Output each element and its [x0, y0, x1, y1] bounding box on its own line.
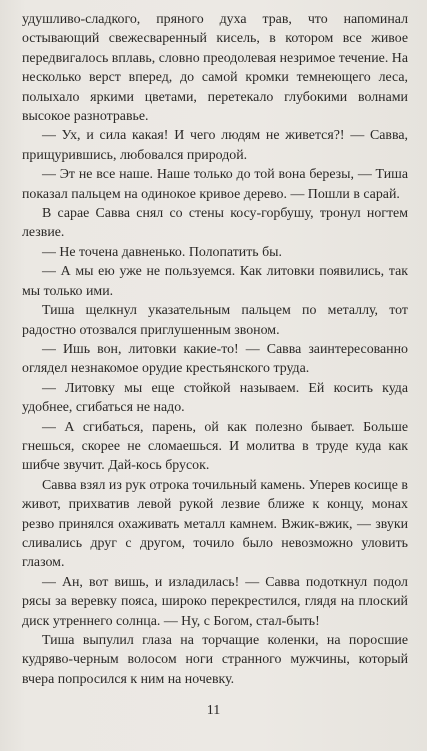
paragraph: Тиша щелкнул указательным пальцем по металлу, тот радостно отозвался приглушенным звоном. — [22, 303, 408, 338]
paragraph: — Ишь вон, литовки какие-то! — Савва заинтересованно оглядел незнакомое орудие крестьянского труда. — [22, 341, 408, 377]
paragraph: — Ан, вот вишь, и изладилась! — Савва подоткнул подол рясы за веревку пояса, широко перекрестился, глядя на плоский диск утреннего солнца. — Ну, с Богом, стал-быть! — [22, 574, 408, 629]
paragraph: — А сгибаться, парень, ой как полезно бывает. Больше гнешься, скорее не сломаешься. И молитва в труде куда как шибче звучит. Дай-кось брусок. — [22, 419, 408, 474]
paragraph: удушливо-сладкого, пряного духа трав, что напоминал остывающий свежесваренный кисель, в котором все живое передвигалось вплавь, словно преодолевая незримое течение. На несколько верст вперед, до самой кромки темнеющего леса, полыхало яркими цветами, перетекало глубокими волнами высокое разнотравье. — [22, 12, 408, 125]
paragraph: Савва взял из рук отрока точильный камень. Уперев косище в живот, прихватив левой рукой лезвие ближе к концу, монах резво принялся охаживать металл камнем. Вжик-вжик, — звуки сливались друг с другом, точило было невозможно уловить глазом. — [22, 477, 408, 571]
page-number: 11 — [206, 703, 221, 718]
paragraph: — Ух, и сила какая! И чего людям не живется?! — Савва, прищурившись, любовался природой. — [22, 128, 408, 163]
body-text — [22, 10, 408, 689]
paragraph: В сарае Савва снял со стены косу-горбушу, тронул ногтем лезвие. — [22, 206, 408, 241]
paragraph: — Литовку мы еще стойкой называем. Ей косить куда удобнее, сгибаться не надо. — [22, 380, 408, 416]
paragraph: — А мы ею уже не пользуемся. Как литовки появились, так мы только ими. — [22, 264, 408, 299]
paragraph: Тиша выпулил глаза на торчащие коленки, на поросшие кудряво-черным волосом ноги странного мужчины, который вчера попросился к ним на ночевку. — [22, 633, 408, 687]
paragraph: — Не точена давненько. Полопатить бы. — [42, 244, 282, 260]
paragraph: — Эт не все наше. Наше только до той вона березы, — Тиша показал пальцем на одинокое кривое дерево. — Пошли в сарай. — [22, 167, 408, 202]
